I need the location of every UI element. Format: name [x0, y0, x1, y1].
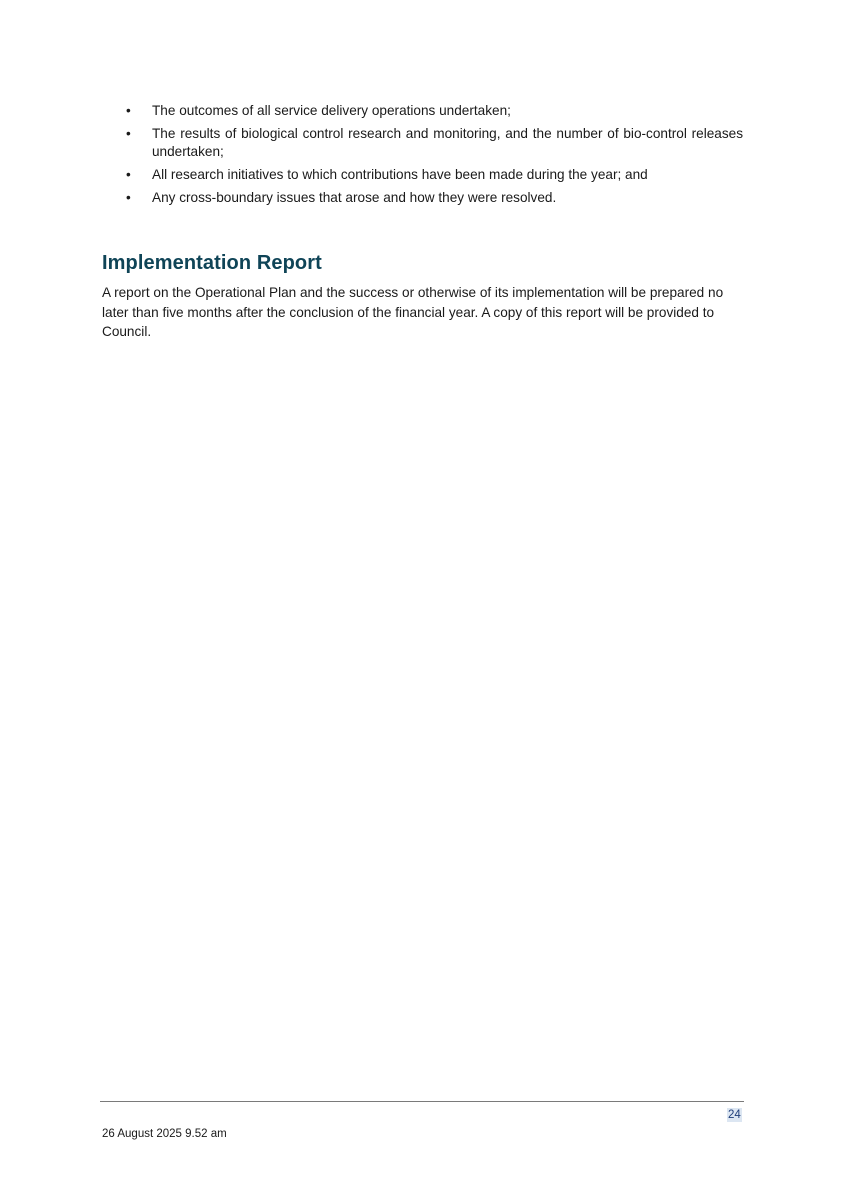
page-number: 24	[728, 1109, 741, 1121]
bullet-icon: •	[126, 126, 131, 141]
footer-timestamp: 26 August 2025 9.52 am	[102, 1128, 227, 1140]
list-item-text: The results of biological control research and monitoring, and the number of bio-control releases undertaken;	[152, 126, 743, 159]
list-item	[102, 189, 743, 207]
list-item	[102, 166, 743, 184]
bullet-icon: •	[126, 103, 131, 118]
section-heading: Implementation Report	[102, 252, 322, 274]
list-item-text: The outcomes of all service delivery operations undertaken;	[152, 103, 511, 118]
footer-divider	[100, 1101, 744, 1102]
bullet-icon: •	[126, 190, 131, 205]
list-item-text: All research initiatives to which contributions have been made during the year; and	[152, 167, 648, 182]
list-item	[102, 102, 743, 120]
list-item	[102, 125, 743, 161]
bullet-icon: •	[126, 167, 131, 182]
bullet-list	[102, 102, 743, 212]
section-body-paragraph: A report on the Operational Plan and the success or otherwise of its implementation will be prepared no later than five months after the conclusion of the financial year. A copy of this report will be provided to Council.	[102, 285, 724, 339]
list-item-text: Any cross-boundary issues that arose and how they were resolved.	[152, 190, 557, 205]
